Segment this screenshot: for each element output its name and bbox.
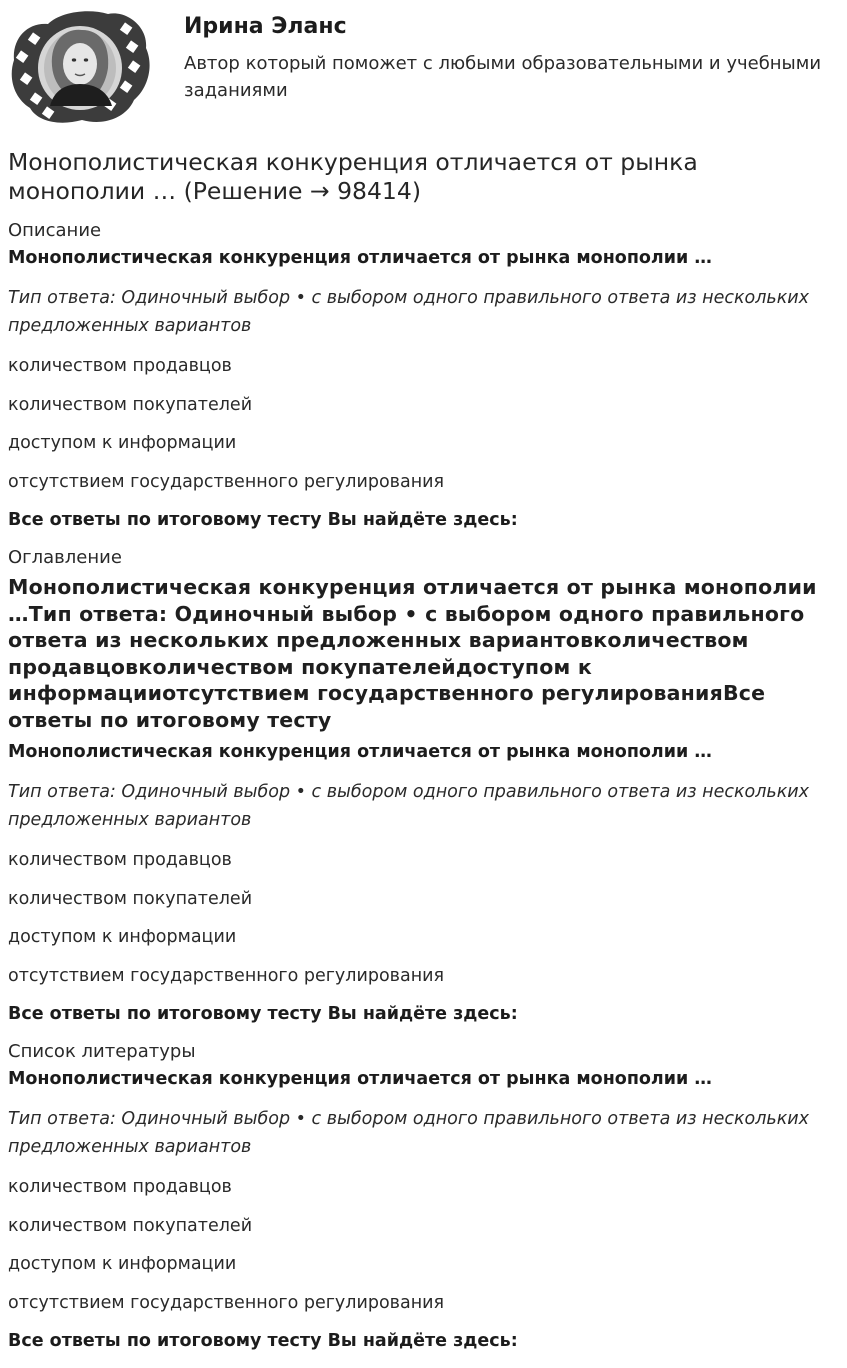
option-item: отсутствием государственного регулирования	[8, 471, 445, 492]
author-info	[184, 8, 839, 104]
option-item: количеством покупателей	[8, 394, 253, 415]
answer-type: Тип ответа: Одиночный выбор • с выбором одного правильного ответа из нескольких предложенных вариантов	[8, 1109, 810, 1157]
option-item: отсутствием государственного регулирования	[8, 965, 445, 986]
option-item: количеством продавцов	[8, 1177, 232, 1197]
author-name[interactable]: Ирина Эланс	[184, 14, 347, 39]
option-item: количеством покупателей	[8, 1215, 253, 1236]
answers-link[interactable]: Все ответы по итоговому тесту Вы найдёте здесь:	[8, 510, 518, 530]
option-item: доступом к информации	[8, 1254, 237, 1274]
option-item: количеством продавцов	[8, 850, 232, 870]
section-label-toc: Оглавление	[8, 547, 122, 568]
section-label-literature: Список литературы	[8, 1041, 196, 1062]
option-item: доступом к информации	[8, 927, 237, 947]
author-avatar[interactable]	[8, 8, 150, 126]
question-title: Монополистическая конкуренция отличается от рынка монополии …	[8, 1069, 712, 1089]
option-item: количеством продавцов	[8, 356, 232, 376]
answer-type: Тип ответа: Одиночный выбор • с выбором одного правильного ответа из нескольких предложенных вариантов	[8, 288, 810, 336]
toc-section	[8, 545, 839, 1027]
option-item: доступом к информации	[8, 433, 237, 453]
answers-link[interactable]: Все ответы по итоговому тесту Вы найдёте здесь:	[8, 1004, 518, 1024]
question-title: Монополистическая конкуренция отличается от рынка монополии …	[8, 742, 712, 762]
option-item: количеством покупателей	[8, 888, 253, 909]
author-card	[8, 0, 839, 118]
answers-link[interactable]: Все ответы по итоговому тесту Вы найдёте здесь:	[8, 1331, 518, 1351]
toc-heading: Монополистическая конкуренция отличается от рынка монополии …Тип ответа: Одиночный выбор • с выбором одного правильного ответа из нескольких предложенных вариантовколичеством продавцовколичеством покупателейдоступом к информацииотсутствием государственного регулированияВсе ответы по итоговому тесту	[8, 575, 817, 732]
film-reel-avatar-icon	[8, 8, 150, 126]
page-title: Монополистическая конкуренция отличается от рынка монополии … (Решение → 98414)	[8, 148, 698, 205]
description-section	[8, 218, 839, 533]
author-description: Автор который поможет с любыми образовательными и учебными заданиями	[184, 53, 822, 101]
answer-type: Тип ответа: Одиночный выбор • с выбором одного правильного ответа из нескольких предложенных вариантов	[8, 782, 810, 830]
literature-section	[8, 1039, 839, 1354]
question-title: Монополистическая конкуренция отличается от рынка монополии …	[8, 248, 712, 268]
option-item: отсутствием государственного регулирования	[8, 1292, 445, 1313]
section-label-description: Описание	[8, 220, 102, 241]
